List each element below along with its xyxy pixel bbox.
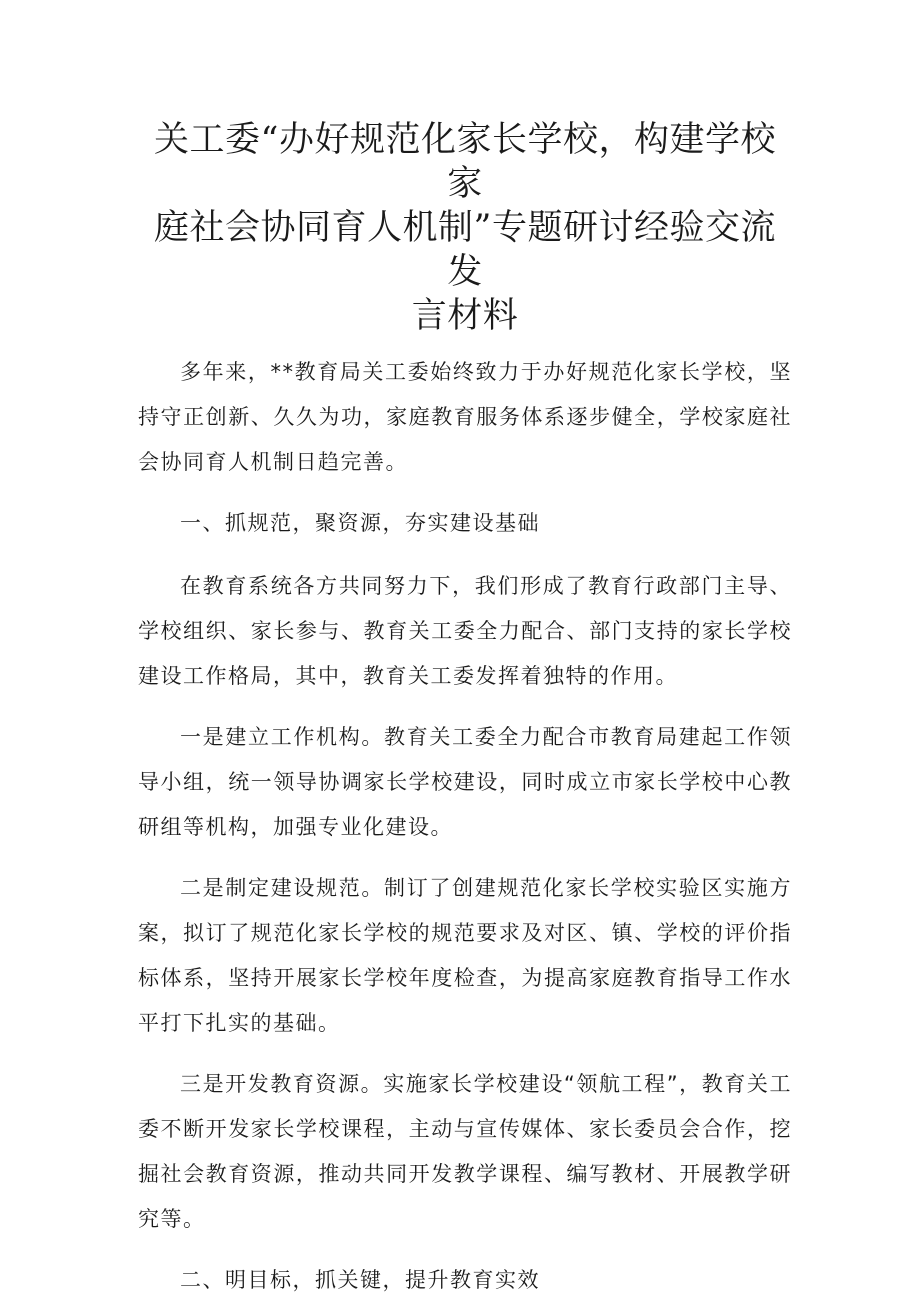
title-line-2: 庭社会协同育人机制”专题研讨经验交流发: [154, 208, 776, 292]
intro-paragraph: 多年来，**教育局关工委始终致力于办好规范化家长学校，坚持守正创新、久久为功，家庭教育服务体系逐步健全，学校家庭社会协同育人机制日趋完善。: [138, 360, 792, 474]
section-heading-2: 二、明目标，抓关键，提升教育实效: [180, 1268, 540, 1292]
section-1-paragraph: 在教育系统各方共同努力下，我们形成了教育行政部门主导、学校组织、家长参与、教育关工委全力配合、部门支持的家长学校建设工作格局，其中，教育关工委发挥着独特的作用。: [138, 574, 792, 688]
title-line-3: 言材料: [411, 296, 519, 336]
point-2-paragraph: 二是制定建设规范。制订了创建规范化家长学校实验区实施方案，拟订了规范化家长学校的规范要求及对区、镇、学校的评价指标体系，坚持开展家长学校年度检查，为提高家庭教育指导工作水平打下扎实的基础。: [138, 876, 792, 1035]
document-title: [138, 118, 792, 338]
section-heading-1: 一、抓规范，聚资源，夯实建设基础: [180, 511, 540, 535]
title-line-1: 关工委“办好规范化家长学校，构建学校家: [154, 120, 776, 204]
point-1-paragraph: 一是建立工作机构。教育关工委全力配合市教育局建起工作领导小组，统一领导协调家长学校建设，同时成立市家长学校中心教研组等机构，加强专业化建设。: [138, 725, 792, 839]
point-3-paragraph: 三是开发教育资源。实施家长学校建设“领航工程”，教育关工委不断开发家长学校课程，主动与宣传媒体、家长委员会合作，挖掘社会教育资源，推动共同开发教学课程、编写教材、开展教学研究等。: [138, 1072, 792, 1231]
